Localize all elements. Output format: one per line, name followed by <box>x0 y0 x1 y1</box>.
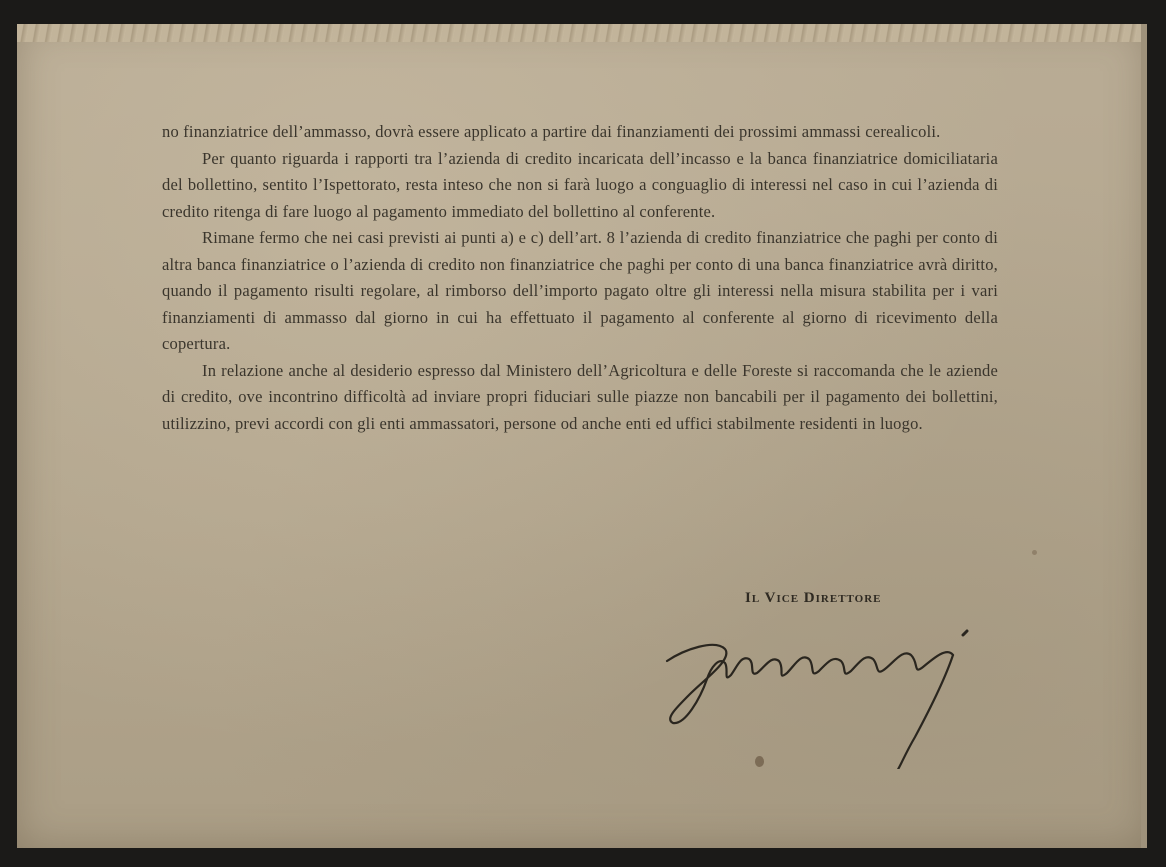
letter-body <box>162 119 998 437</box>
paper-speck <box>1032 550 1037 555</box>
paper-deckled-edge <box>17 24 1147 42</box>
paper-right-edge <box>1141 24 1147 848</box>
signature-title: Il Vice Direttore <box>745 590 882 606</box>
paragraph-2: Per quanto riguarda i rapporti tra l’azienda di credito incaricata dell’incasso e la banca finanziatrice domiciliataria del bollettino, sentito l’Ispettorato, resta inteso che non si farà luogo a conguaglio di interessi nel caso in cui l’azienda di credito ritenga di fare luogo al pagamento immediato del bollettino al conferente. <box>162 148 998 221</box>
ink-spot <box>755 756 764 767</box>
paragraph-4: In relazione anche al desiderio espresso dal Ministero dell’Agricoltura e delle Foreste si raccomanda che le aziende di credito, ove incontrino difficoltà ad inviare propri fiduciari sulle piazze non bancabili per il pagamento dei bollettini, utilizzino, previ accordi con gli enti ammassatori, persone od anche enti ed uffici stabilmente residenti in luogo. <box>162 360 998 433</box>
paragraph-1: no finanziatrice dell’ammasso, dovrà essere applicato a partire dai finanziamenti dei prossimi ammassi cerealicoli. <box>162 122 941 141</box>
handwritten-signature <box>645 619 985 769</box>
paragraph-3: Rimane fermo che nei casi previsti ai punti a) e c) dell’art. 8 l’azienda di credito finanziatrice che paghi per conto di altra banca finanziatrice o l’azienda di credito non finanziatrice che paghi per conto di una banca finanziatrice avrà diritto, quando il pagamento risulti regolare, al rimborso dell’importo pagato oltre gli interessi nella misura stabilita per i vari finanziamenti di ammasso dal giorno in cui ha effettuato il pagamento al conferente al giorno di ricevimento della copertura. <box>162 228 998 353</box>
paper-sheet <box>17 24 1147 848</box>
